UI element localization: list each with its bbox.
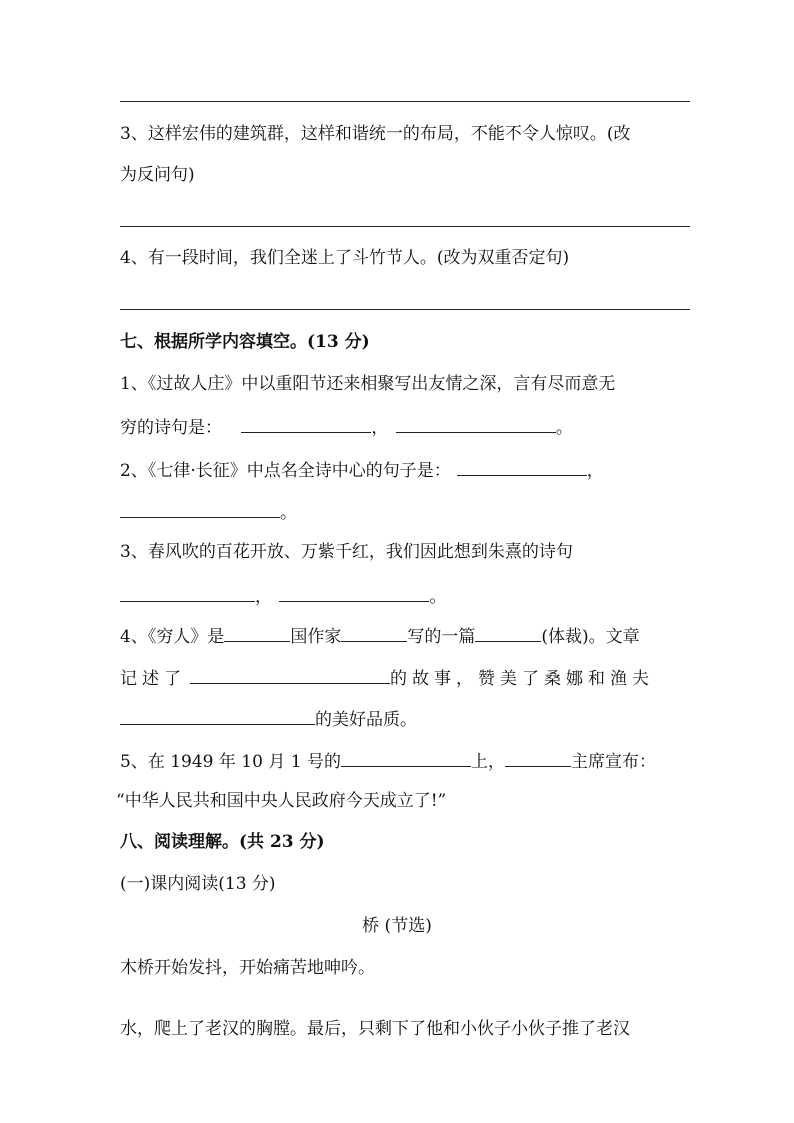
question-6-3-line1: 3、这样宏伟的建筑群，这样和谐统一的布局，不能不令人惊叹。(改 bbox=[120, 124, 631, 144]
fill-blank[interactable] bbox=[190, 665, 390, 684]
question-7-1-prefix: 穷的诗句是： bbox=[120, 418, 222, 438]
question-7-3-line2 bbox=[120, 583, 446, 609]
answer-line[interactable] bbox=[120, 309, 690, 310]
fill-blank[interactable] bbox=[341, 623, 407, 642]
answer-line[interactable] bbox=[120, 226, 690, 227]
question-7-4-text: 的美好品质。 bbox=[315, 710, 417, 730]
question-7-1-line1: 1、《过故人庄》中以重阳节还来相聚写出友情之深，言有尽而意无 bbox=[120, 374, 616, 394]
section-8-heading: 八、阅读理解。(共 23 分) bbox=[120, 832, 325, 852]
question-7-5-text: 5、在 1949 年 10 月 1 号的 bbox=[120, 752, 341, 772]
fill-blank[interactable] bbox=[475, 623, 541, 642]
question-7-4-text: 的故事，赞美了桑娜和渔夫 bbox=[390, 669, 654, 689]
question-7-4-text: (体裁)。文章 bbox=[541, 627, 640, 647]
comma: ， bbox=[371, 418, 389, 438]
fill-blank[interactable] bbox=[241, 414, 371, 433]
question-7-2-line2 bbox=[120, 499, 297, 525]
passage-title: 桥 (节选) bbox=[362, 916, 432, 936]
fill-blank[interactable] bbox=[120, 706, 315, 725]
question-7-4-text: 写的一篇 bbox=[407, 627, 476, 647]
fill-blank[interactable] bbox=[396, 414, 556, 433]
comma: ， bbox=[255, 587, 272, 607]
question-7-2-text: 2、《七律·长征》中点名全诗中心的句子是： bbox=[120, 461, 451, 481]
fill-blank[interactable] bbox=[120, 583, 255, 602]
question-7-5-line2: “中华人民共和国中央人民政府今天成立了!” bbox=[116, 791, 447, 811]
question-6-3-line2: 为反问句) bbox=[120, 165, 195, 185]
passage-paragraph-1: 木桥开始发抖，开始痛苦地呻吟。 bbox=[120, 958, 375, 978]
section-7-heading: 七、根据所学内容填空。(13 分) bbox=[120, 332, 370, 352]
fill-blank[interactable] bbox=[341, 748, 471, 767]
question-7-2-line1 bbox=[120, 457, 604, 483]
answer-line[interactable] bbox=[120, 101, 690, 102]
period: 。 bbox=[555, 418, 573, 438]
question-7-4-line1 bbox=[120, 623, 640, 649]
period: 。 bbox=[280, 503, 297, 523]
reading-subsection: (一)课内阅读(13 分) bbox=[120, 874, 276, 894]
passage-paragraph-2: 水，爬上了老汉的胸膛。最后，只剩下了他和小伙子小伙子推了老汉 bbox=[120, 1019, 630, 1039]
question-6-4: 4、有一段时间，我们全迷上了斗竹节人。(改为双重否定句) bbox=[120, 248, 570, 268]
fill-blank[interactable] bbox=[457, 457, 587, 476]
question-7-5-text: 主席宣布： bbox=[570, 752, 656, 772]
question-7-4-text: 记述了 bbox=[120, 669, 186, 689]
question-7-5-text: 上， bbox=[470, 752, 505, 772]
question-7-4-text: 4、《穷人》是 bbox=[120, 627, 225, 647]
period: 。 bbox=[429, 587, 447, 607]
fill-blank[interactable] bbox=[505, 748, 571, 767]
fill-blank[interactable] bbox=[279, 583, 429, 602]
question-7-4-line3 bbox=[120, 706, 417, 732]
question-7-1-line2 bbox=[120, 414, 573, 440]
fill-blank[interactable] bbox=[224, 623, 290, 642]
question-7-4-line2 bbox=[120, 665, 654, 691]
fill-blank[interactable] bbox=[120, 499, 280, 518]
comma: ， bbox=[586, 461, 604, 481]
question-7-3-line1: 3、春风吹的百花开放、万紫千红，我们因此想到朱熹的诗句 bbox=[120, 542, 573, 562]
question-7-4-text: 国作家 bbox=[290, 627, 342, 647]
question-7-5-line1 bbox=[120, 748, 656, 774]
